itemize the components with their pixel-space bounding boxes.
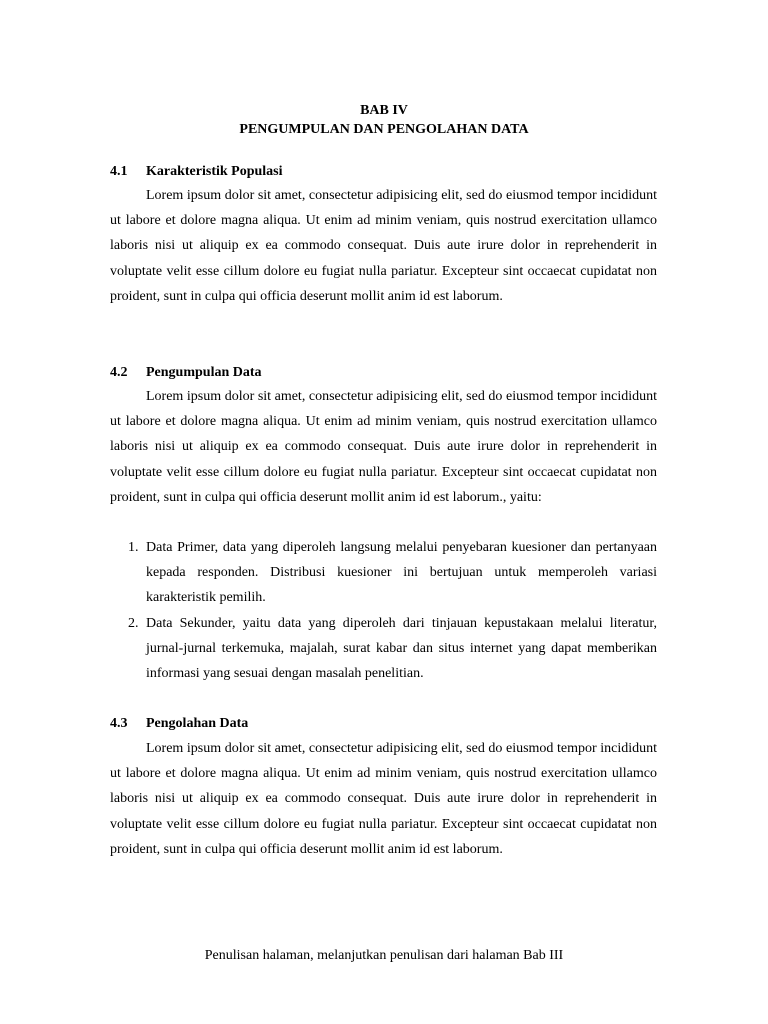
section-heading-4-2 — [110, 363, 262, 382]
section-heading-4-1 — [110, 162, 283, 181]
section-number: 4.1 — [110, 164, 128, 179]
page-footer-note: Penulisan halaman, melanjutkan penulisan dari halaman Bab III — [204, 948, 564, 963]
list-item-text: Data Primer, data yang diperoleh langsung melalui penyebaran kuesioner dan pertanyaan kepada responden. Distribusi kuesioner ini bertujuan untuk memperoleh variasi karakteristik pemilih. — [146, 540, 657, 606]
section-paragraph-4-3: Lorem ipsum dolor sit amet, consectetur adipisicing elit, sed do eiusmod tempor incididunt ut labore et dolore magna aliqua. Ut enim ad minim veniam, quis nostrud exercitation ullamco laboris nisi ut aliquip ex ea commodo consequat. Duis aute irure dolor in reprehenderit in voluptate velit esse cillum dolore eu fugiat nulla pariatur. Excepteur sint occaecat cupidatat non proident, sunt in culpa qui officia deserunt mollit anim id est laborum. — [110, 741, 657, 857]
section-number: 4.2 — [110, 365, 128, 380]
chapter-title: PENGUMPULAN DAN PENGOLAHAN DATA — [239, 122, 529, 137]
list-item — [110, 535, 657, 611]
section-title: Pengolahan Data — [146, 716, 249, 731]
section-heading-4-3 — [110, 714, 248, 733]
chapter-number: BAB IV — [360, 103, 408, 118]
section-title: Pengumpulan Data — [146, 365, 262, 380]
data-source-list — [110, 535, 657, 686]
list-item-text: Data Sekunder, yaitu data yang diperoleh dari tinjauan kepustakaan melalui literatur, jurnal-jurnal terkemuka, majalah, surat kabar dan situs internet yang dapat memberikan informasi yang sesuai dengan masalah penelitian. — [146, 615, 657, 682]
list-item-number: 1. — [128, 540, 139, 555]
list-item-number: 2. — [128, 615, 139, 631]
list-item — [110, 611, 657, 687]
section-number: 4.3 — [110, 716, 128, 731]
section-title: Karakteristik Populasi — [146, 164, 283, 179]
section-paragraph-4-1: Lorem ipsum dolor sit amet, consectetur adipisicing elit, sed do eiusmod tempor incididunt ut labore et dolore magna aliqua. Ut enim ad minim veniam, quis nostrud exercitation ullamco laboris nisi ut aliquip ex ea commodo consequat. Duis aute irure dolor in reprehenderit in voluptate velit esse cillum dolore eu fugiat nulla pariatur. Excepteur sint occaecat cupidatat non proident, sunt in culpa qui officia deserunt mollit anim id est laborum. — [110, 188, 657, 304]
section-paragraph-4-2: Lorem ipsum dolor sit amet, consectetur adipisicing elit, sed do eiusmod tempor incididunt ut labore et dolore magna aliqua. Ut enim ad minim veniam, quis nostrud exercitation ullamco laboris nisi ut aliquip ex ea commodo consequat. Duis aute irure dolor in reprehenderit in voluptate velit esse cillum dolore eu fugiat nulla pariatur. Excepteur sint occaecat cupidatat non proident, sunt in culpa qui officia deserunt mollit anim id est laborum., yaitu: — [110, 389, 657, 505]
